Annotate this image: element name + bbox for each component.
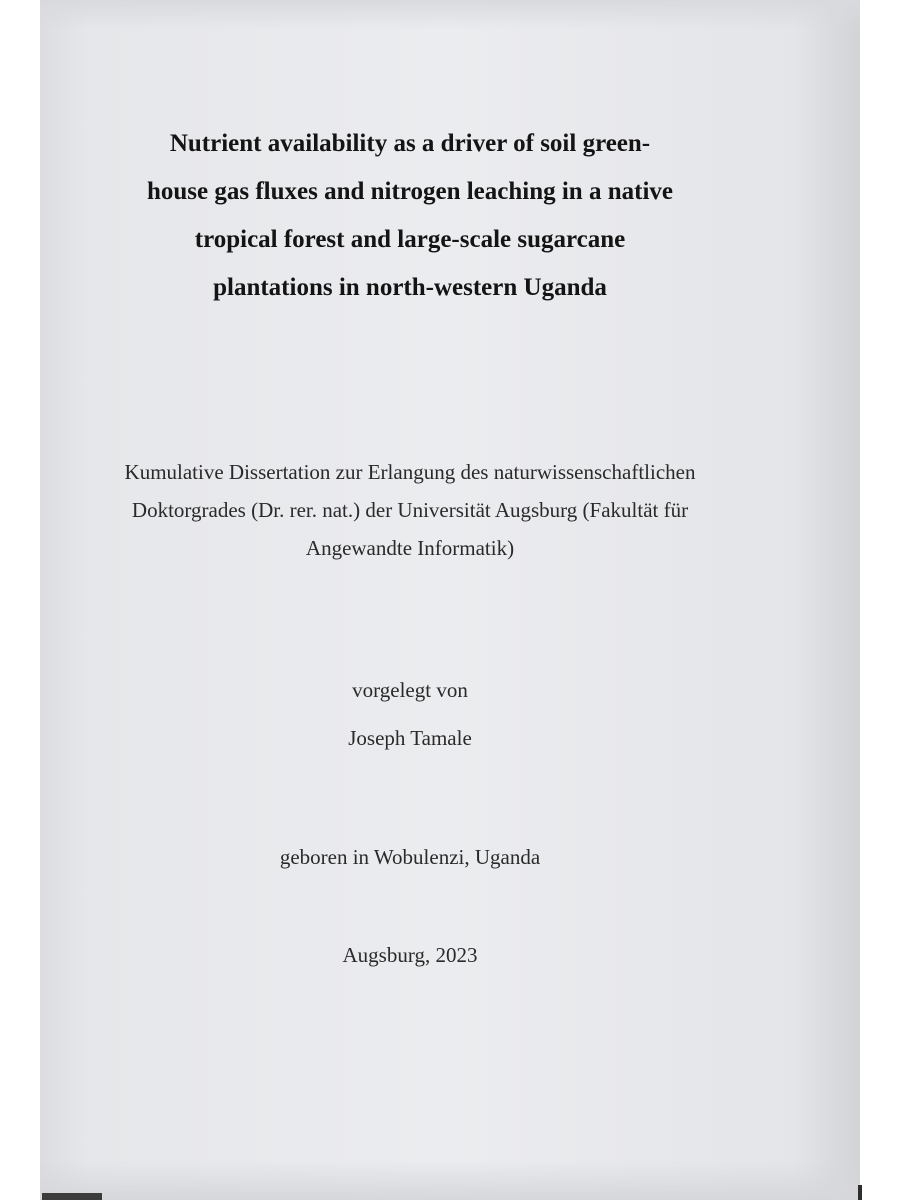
author-name: Joseph Tamale [348,726,472,750]
dissertation-statement-line-1: Kumulative Dissertation zur Erlangung des naturwissenschaftlichen [124,460,696,484]
dissertation-statement-line-2: Doktorgrades (Dr. rer. nat.) der Universität Augsburg (Fakultät für [131,498,689,522]
scan-edge-mark-right [858,1185,862,1200]
thesis-title-line-2: house gas fluxes and nitrogen leaching in a native [146,178,673,205]
sheet-top-shadow [40,0,860,30]
place-and-year: Augsburg, 2023 [342,943,478,967]
sheet-bottom-shadow [40,1160,860,1200]
dissertation-statement [60,453,760,567]
thesis-title [80,120,740,312]
scan-edge-mark-bottom [42,1193,102,1200]
dissertation-statement-line-3: Angewandte Informatik) [305,536,515,560]
author-birthplace: geboren in Wobulenzi, Uganda [279,845,541,869]
thesis-title-line-1: Nutrient availability as a driver of soil green- [169,130,651,157]
thesis-title-line-4: plantations in north-western Uganda [213,274,607,301]
presented-by-label: vorgelegt von [352,678,468,702]
thesis-title-line-3: tropical forest and large-scale sugarcane [194,226,626,253]
